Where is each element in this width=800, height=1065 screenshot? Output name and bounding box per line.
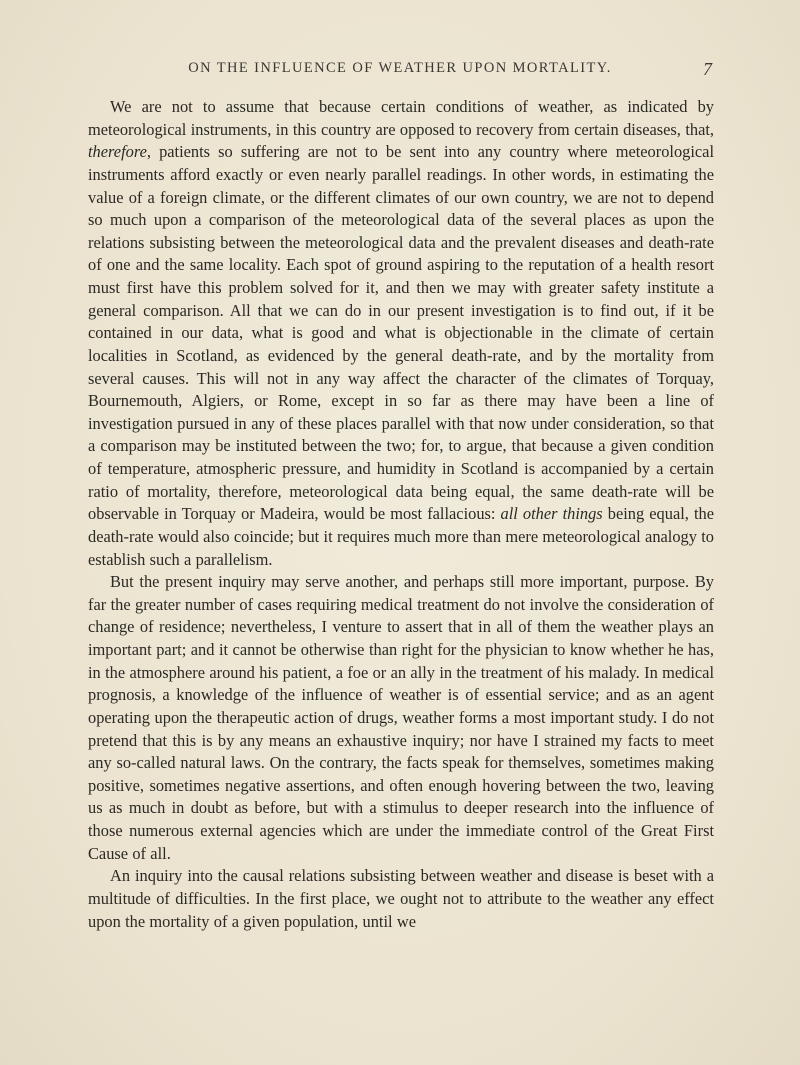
paragraph-1-text-b: , patients so suffering are not to be sent into any country where meteorological instruments afford exactly or even nearly parallel readings. In other words, in estimating the value of a foreign climate, or the different climates of our own country, we are not to depend so much upon a comparison of the meteorological data of the several places as upon the relations subsisting between the meteorological data and the prevalent diseases and death-rate of one and the same locality. Each spot of ground aspiring to the reputation of a health resort must first have this problem solved for it, and then we may with greater safety institute a general comparison. All that we can do in our present investigation is to find out, if it be contained in our data, what is good and what is objectionable in the climate of certain localities in Scotland, as evidenced by the general death-rate, and by the mortality from several causes. This will not in any way affect the character of the climates of Torquay, Bournemouth, Algiers, or Rome, except in so far as there may have been a line of investigation pursued in any of these places parallel with that now under consideration, so that a comparison may be instituted between the two; for, to argue, that because a given condition of temperature, atmospheric pressure, and humidity in Scotland is accompanied by a certain ratio of mortality, therefore, meteorological data being equal, the same death-rate will be observable in Torquay or Madeira, would be most fallacious: (88, 142, 714, 524)
paragraph-3: An inquiry into the causal relations subsisting between weather and disease is beset with a multitude of difficulties. In the first place, we ought not to attribute to the weather any effect upon the mortality of a given population, until we (88, 866, 714, 931)
paragraph-2: But the present inquiry may serve another, and perhaps still more important, purpose. By far the greater number of cases requiring medical treatment do not involve the consideration of change of residence; nevertheless, I venture to assert that in all of them the weather plays an important part; and it cannot be otherwise than right for the physician to know whether he has, in the atmosphere around his patient, a foe or an ally in the treatment of his malady. In medical prognosis, a knowledge of the influence of weather is of essential service; and as an agent operating upon the therapeutic action of drugs, weather forms a most important study. I do not pretend that this is by any means an exhaustive inquiry; nor have I strained my facts to meet any so-called natural laws. On the contrary, the facts speak for themselves, sometimes making positive, sometimes negative assertions, and often enough hovering between the two, leaving us as much in doubt as before, but with a stimulus to deeper research into the influence of those numerous external agencies which are under the immediate control of the Great First Cause of all. (88, 572, 714, 863)
page-number: 7 (703, 59, 712, 79)
paragraph-1-text-a: We are not to assume that because certain conditions of weather, as indicated by meteorological instruments, in this country are opposed to recovery from certain diseases, that, (88, 97, 714, 139)
emphasis-all-other-things: all other things (500, 504, 603, 524)
paragraph-1-text-c: being equal, the death-rate would also coincide; but it requires much more than mere meteorological analogy to establish such a parallelism. (88, 504, 714, 569)
running-head (88, 60, 712, 80)
running-title: ON THE INFLUENCE OF WEATHER UPON MORTALITY. (188, 60, 612, 76)
emphasis-therefore: therefore (88, 142, 147, 162)
body-text (88, 96, 714, 933)
paragraph-1 (88, 96, 714, 571)
